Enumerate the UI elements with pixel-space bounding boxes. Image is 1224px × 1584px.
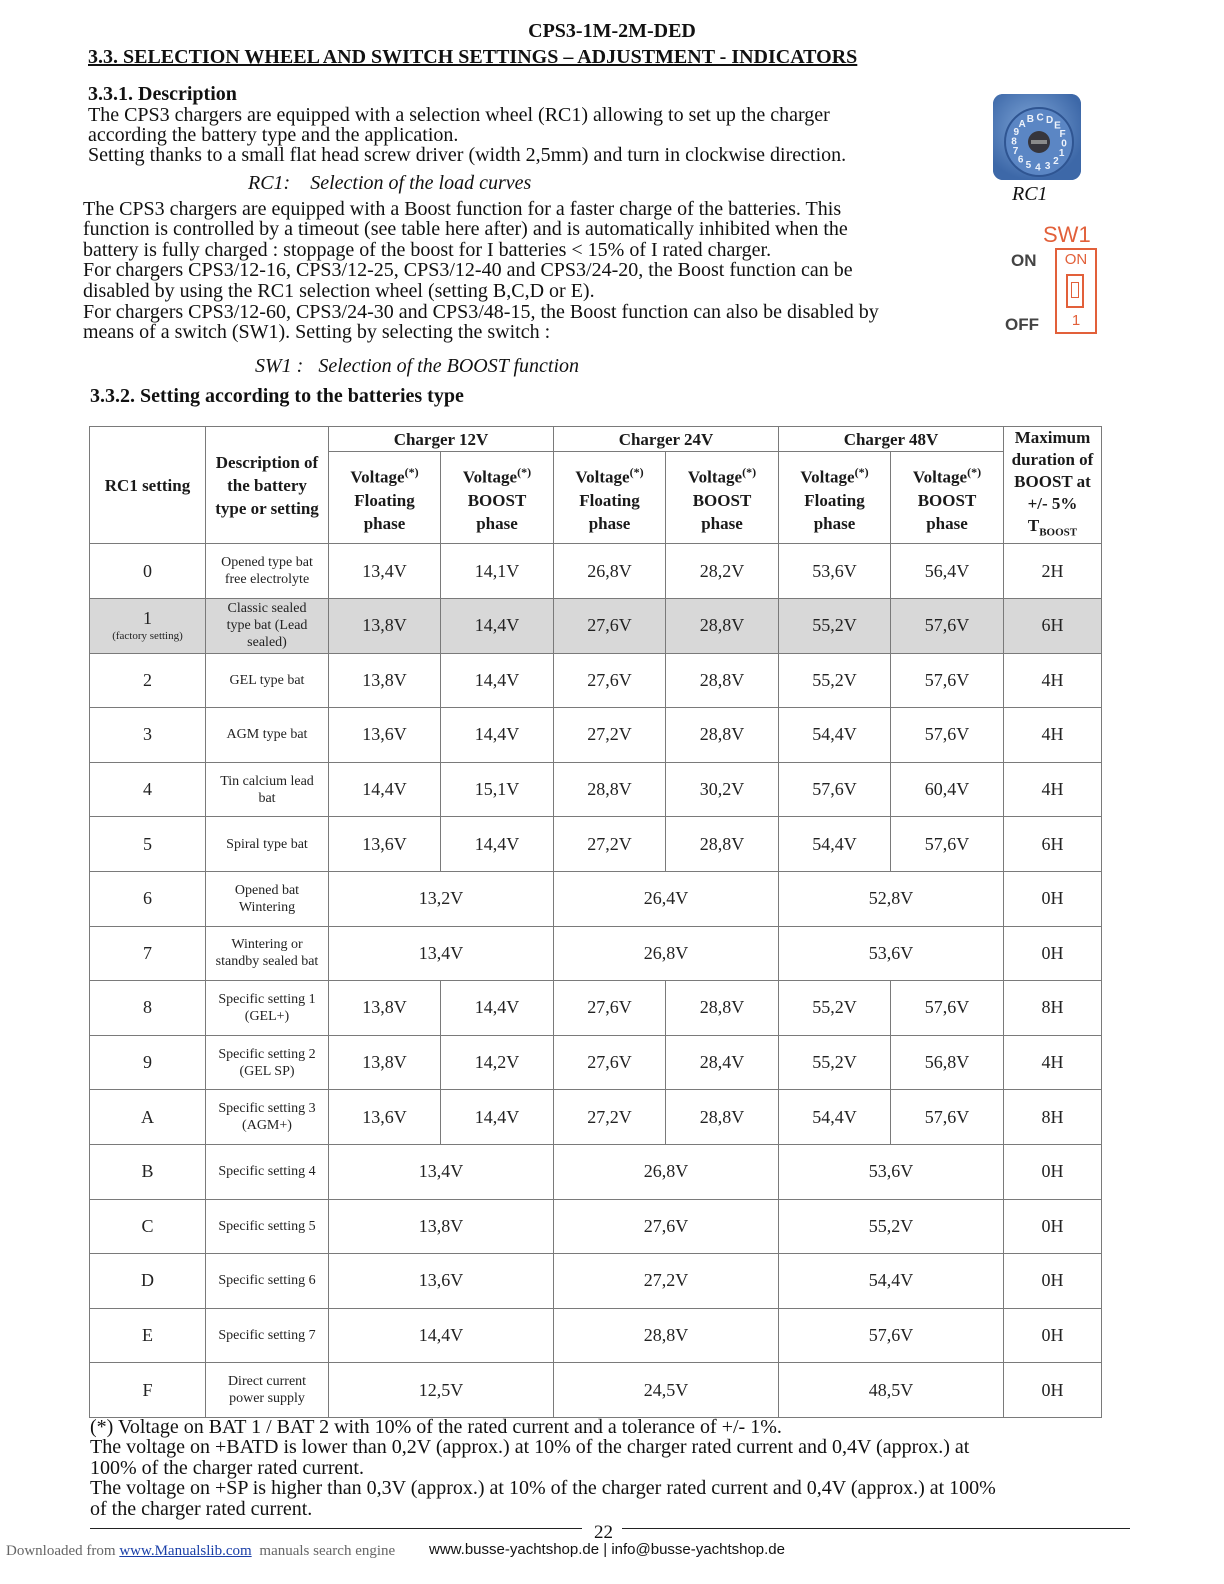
voltage-cell: 28,8V bbox=[666, 981, 779, 1036]
voltage-cell: 56,4V bbox=[891, 544, 1004, 599]
description-line: Specific setting 3 bbox=[218, 1101, 316, 1117]
rc1-setting-cell bbox=[90, 1144, 206, 1199]
header-voltage-floating bbox=[779, 452, 891, 544]
voltage-cell: 14,2V bbox=[441, 1035, 554, 1090]
voltage-cell: 57,6V bbox=[779, 762, 891, 817]
description-line: Specific setting 2 bbox=[218, 1046, 316, 1062]
header-max-t: T bbox=[1027, 516, 1040, 535]
header-phase-word: phase bbox=[588, 513, 631, 533]
description-cell bbox=[206, 1199, 329, 1254]
voltage-cell: 28,8V bbox=[666, 653, 779, 708]
rc1-value: 2 bbox=[143, 669, 152, 690]
voltage-cell: 26,4V bbox=[554, 871, 779, 926]
description-line: Classic sealed bbox=[227, 601, 307, 617]
description-cell bbox=[206, 981, 329, 1036]
rc1-value: 0 bbox=[143, 560, 152, 581]
description-cell bbox=[206, 708, 329, 763]
description-cell bbox=[206, 544, 329, 599]
description-line: Specific setting 7 bbox=[218, 1328, 316, 1343]
table-row bbox=[90, 762, 1102, 817]
rc1-setting-cell bbox=[90, 1254, 206, 1309]
description-cell bbox=[206, 762, 329, 817]
sw1-on-label: ON bbox=[1011, 251, 1037, 270]
table-row bbox=[90, 1144, 1102, 1199]
voltage-cell: 55,2V bbox=[779, 981, 891, 1036]
voltage-cell: 26,8V bbox=[554, 1144, 779, 1199]
rc1-value: 8 bbox=[143, 997, 152, 1018]
voltage-cell: 57,6V bbox=[891, 653, 1004, 708]
rc1-setting-cell bbox=[90, 817, 206, 872]
voltage-cell: 13,8V bbox=[329, 653, 441, 708]
description-cell bbox=[206, 926, 329, 981]
voltage-cell: 56,8V bbox=[891, 1035, 1004, 1090]
rc1-value: 3 bbox=[143, 724, 152, 745]
description-line: Specific setting 4 bbox=[218, 1164, 316, 1180]
description-line: sealed) bbox=[247, 635, 287, 651]
description-line: Wintering bbox=[238, 899, 296, 915]
header-charger-24v: Charger 24V bbox=[554, 427, 779, 452]
voltage-cell: 54,4V bbox=[779, 817, 891, 872]
header-phase-type: BOOST bbox=[467, 490, 527, 510]
sw1-off-label: OFF bbox=[1005, 315, 1039, 334]
voltage-cell: 13,6V bbox=[329, 1254, 554, 1309]
voltage-cell: 28,8V bbox=[666, 708, 779, 763]
voltage-cell: 27,6V bbox=[554, 1199, 779, 1254]
sw1-box-on: ON bbox=[1064, 251, 1088, 268]
boost-duration-cell: 0H bbox=[1004, 1144, 1102, 1199]
voltage-cell: 57,6V bbox=[779, 1308, 1004, 1363]
rc1-setting-cell bbox=[90, 1035, 206, 1090]
header-phase-word: phase bbox=[363, 513, 406, 533]
header-voltage-label: Voltage bbox=[687, 467, 743, 487]
voltage-cell: 13,4V bbox=[329, 1144, 554, 1199]
header-desc-line: the battery bbox=[227, 475, 307, 495]
voltage-cell: 13,4V bbox=[329, 544, 441, 599]
description-line: Wintering or bbox=[231, 937, 303, 953]
description-line: standby sealed bat bbox=[215, 954, 319, 970]
header-voltage-label: Voltage bbox=[575, 467, 630, 487]
boost-duration-cell: 4H bbox=[1004, 708, 1102, 763]
description-cell bbox=[206, 1035, 329, 1090]
engine-text: manuals search engine bbox=[259, 1543, 396, 1559]
rc1-wheel-image bbox=[991, 90, 1083, 184]
table-row bbox=[90, 871, 1102, 926]
boost-line: disabled by using the RC1 selection wheel (setting B,C,D or E). bbox=[83, 280, 595, 302]
boost-duration-cell: 0H bbox=[1004, 871, 1102, 926]
voltage-cell: 27,6V bbox=[554, 981, 666, 1036]
wheel-digit: 9 bbox=[1013, 126, 1020, 138]
description-line: Tin calcium lead bbox=[220, 773, 314, 789]
description-line: AGM type bat bbox=[226, 727, 308, 743]
voltage-cell: 13,4V bbox=[329, 926, 554, 981]
rc1-setting-cell bbox=[90, 708, 206, 763]
wheel-digit: 6 bbox=[1017, 154, 1024, 166]
description-cell bbox=[206, 1144, 329, 1199]
header-rc1-setting: RC1 setting bbox=[90, 427, 206, 544]
rc1-value: A bbox=[141, 1106, 154, 1127]
boost-duration-cell: 0H bbox=[1004, 1363, 1102, 1418]
voltage-cell: 28,8V bbox=[666, 817, 779, 872]
description-cell bbox=[206, 1254, 329, 1309]
voltage-cell: 54,4V bbox=[779, 1090, 891, 1145]
note-line: The voltage on +BATD is lower than 0,2V (approx.) at 10% of the charger rated current and 0,4V (approx.) at bbox=[90, 1436, 970, 1458]
description-line: Specific setting 1 bbox=[218, 991, 316, 1007]
note-line: (*) Voltage on BAT 1 / BAT 2 with 10% of the rated current and a tolerance of +/- 1%. bbox=[90, 1416, 782, 1438]
voltage-cell: 53,6V bbox=[779, 926, 1004, 981]
description-line: bat bbox=[258, 790, 276, 806]
header-phase-word: phase bbox=[813, 513, 856, 533]
description-cell bbox=[206, 653, 329, 708]
description-line: according the battery type and the application. bbox=[88, 124, 459, 146]
header-phase-word: phase bbox=[701, 513, 743, 533]
rc1-value: B bbox=[141, 1161, 154, 1182]
header-phase-type: Floating bbox=[579, 490, 640, 510]
voltage-cell: 28,4V bbox=[666, 1035, 779, 1090]
wheel-digit: 3 bbox=[1044, 161, 1051, 172]
wheel-digit: F bbox=[1059, 128, 1066, 140]
header-voltage-mark: (*) bbox=[629, 464, 644, 479]
boost-duration-cell: 8H bbox=[1004, 981, 1102, 1036]
sw1-switch bbox=[1055, 248, 1097, 334]
table-row bbox=[90, 544, 1102, 599]
rc1-setting-cell bbox=[90, 1308, 206, 1363]
table-row bbox=[90, 1090, 1102, 1145]
voltage-cell: 27,2V bbox=[554, 1254, 779, 1309]
page-number: 22 bbox=[594, 1522, 613, 1543]
header-max-duration bbox=[1004, 427, 1102, 544]
sw1-caption: SW1 : Selection of the BOOST function bbox=[255, 355, 580, 377]
voltage-cell: 13,6V bbox=[329, 708, 441, 763]
rc1-setting-cell bbox=[90, 926, 206, 981]
sw1-box-num: 1 bbox=[1071, 312, 1081, 329]
table-row bbox=[90, 1199, 1102, 1254]
rc1-value: E bbox=[142, 1325, 153, 1345]
rc1-value: F bbox=[142, 1379, 153, 1400]
note-line: of the charger rated current. bbox=[90, 1498, 313, 1520]
table-row bbox=[90, 926, 1102, 981]
header-voltage-label: Voltage bbox=[912, 467, 968, 487]
wheel-digit: 4 bbox=[1035, 162, 1041, 174]
voltage-cell: 28,8V bbox=[554, 1308, 779, 1363]
table-row bbox=[90, 708, 1102, 763]
voltage-cell: 27,2V bbox=[554, 1090, 666, 1145]
header-charger-12v: Charger 12V bbox=[329, 427, 554, 452]
voltage-cell: 27,6V bbox=[554, 598, 666, 653]
description-line: Spiral type bat bbox=[226, 836, 308, 852]
header-max-line: BOOST at bbox=[1014, 472, 1091, 491]
voltage-cell: 13,8V bbox=[329, 1035, 441, 1090]
voltage-cell: 13,6V bbox=[329, 817, 441, 872]
voltage-cell: 27,6V bbox=[554, 1035, 666, 1090]
voltage-cell: 14,4V bbox=[441, 981, 554, 1036]
header-phase-word: phase bbox=[476, 513, 518, 533]
header-max-line: Maximum bbox=[1014, 428, 1091, 447]
voltage-cell: 53,6V bbox=[779, 544, 891, 599]
boost-duration-cell: 0H bbox=[1004, 1199, 1102, 1254]
description-cell bbox=[206, 871, 329, 926]
boost-duration-cell: 2H bbox=[1004, 544, 1102, 599]
voltage-cell: 26,8V bbox=[554, 544, 666, 599]
description-line: The CPS3 chargers are equipped with a selection wheel (RC1) allowing to set up the charger bbox=[88, 104, 830, 126]
voltage-cell: 12,5V bbox=[329, 1363, 554, 1418]
voltage-cell: 13,8V bbox=[329, 1199, 554, 1254]
voltage-cell: 57,6V bbox=[891, 1090, 1004, 1145]
voltage-cell: 57,6V bbox=[891, 708, 1004, 763]
footer-rule bbox=[622, 1528, 1130, 1529]
voltage-cell: 13,2V bbox=[329, 871, 554, 926]
header-description bbox=[206, 427, 329, 544]
download-note bbox=[6, 1543, 395, 1560]
description-cell bbox=[206, 1308, 329, 1363]
header-desc-line: Description of bbox=[215, 452, 319, 472]
voltage-cell: 26,8V bbox=[554, 926, 779, 981]
table-row bbox=[90, 817, 1102, 872]
boost-duration-cell: 6H bbox=[1004, 817, 1102, 872]
header-voltage-boost bbox=[441, 452, 554, 544]
header-voltage-mark: (*) bbox=[854, 464, 869, 479]
header-desc-line: type or setting bbox=[215, 498, 319, 518]
voltage-cell: 14,4V bbox=[441, 1090, 554, 1145]
rc1-value: 7 bbox=[143, 942, 152, 963]
description-line: (GEL SP) bbox=[239, 1063, 295, 1079]
rc1-setting-cell bbox=[90, 1090, 206, 1145]
voltage-cell: 14,4V bbox=[441, 653, 554, 708]
boost-duration-cell: 4H bbox=[1004, 653, 1102, 708]
table-row bbox=[90, 1035, 1102, 1090]
boost-line: means of a switch (SW1). Setting by selecting the switch : bbox=[83, 321, 551, 343]
sw1-knob bbox=[1071, 282, 1079, 298]
table-body bbox=[90, 544, 1102, 1418]
note-line: 100% of the charger rated current. bbox=[90, 1457, 364, 1479]
description-cell bbox=[206, 598, 329, 653]
wheel-digit: 0 bbox=[1061, 138, 1067, 150]
section-title: 3.3. SELECTION WHEEL AND SWITCH SETTINGS – ADJUSTMENT - INDICATORS bbox=[88, 46, 858, 68]
header-max-sub: BOOST bbox=[1039, 526, 1078, 539]
voltage-cell: 54,4V bbox=[779, 1254, 1004, 1309]
table-row bbox=[90, 653, 1102, 708]
wheel-digit: E bbox=[1054, 120, 1061, 132]
header-voltage-label: Voltage bbox=[462, 467, 518, 487]
sw1-title: SW1 bbox=[1043, 222, 1091, 247]
description-line: GEL type bat bbox=[229, 672, 305, 688]
sw1-slider bbox=[1066, 274, 1084, 308]
table-row bbox=[90, 1363, 1102, 1418]
wheel-digit: 5 bbox=[1025, 160, 1032, 172]
voltage-cell: 13,8V bbox=[329, 598, 441, 653]
boost-duration-cell: 0H bbox=[1004, 1308, 1102, 1363]
header-voltage-mark: (*) bbox=[404, 464, 419, 479]
boost-duration-cell: 4H bbox=[1004, 1035, 1102, 1090]
voltage-cell: 24,5V bbox=[554, 1363, 779, 1418]
header-voltage-floating bbox=[554, 452, 666, 544]
rc1-value: 9 bbox=[143, 1052, 152, 1073]
rc1-setting-cell bbox=[90, 653, 206, 708]
rc1-setting-cell bbox=[90, 1199, 206, 1254]
wheel-digit: 7 bbox=[1012, 146, 1019, 158]
rc1-value: C bbox=[141, 1215, 154, 1236]
rc1-setting-cell bbox=[90, 598, 206, 653]
setting-heading: 3.3.2. Setting according to the batteries type bbox=[90, 385, 464, 407]
wheel-digit: C bbox=[1036, 112, 1044, 124]
table-row bbox=[90, 1308, 1102, 1363]
rc1-setting-cell bbox=[90, 871, 206, 926]
table-row bbox=[90, 981, 1102, 1036]
rc1-note: (factory setting) bbox=[112, 630, 183, 643]
manualslib-link[interactable]: www.Manualslib.com bbox=[119, 1543, 252, 1559]
header-phase-type: Floating bbox=[804, 490, 865, 510]
boost-line: battery is fully charged : stoppage of the boost for I batteries < 15% of I rated charger. bbox=[83, 239, 772, 261]
description-line: Setting thanks to a small flat head screw driver (width 2,5mm) and turn in clockwise direction. bbox=[88, 144, 847, 166]
header-phase-type: BOOST bbox=[917, 490, 977, 510]
boost-line: function is controlled by a timeout (see table here after) and is automatically inhibited when the bbox=[83, 218, 848, 240]
header-voltage-boost bbox=[666, 452, 779, 544]
rc1-value: 4 bbox=[143, 779, 152, 800]
voltage-cell: 13,8V bbox=[329, 981, 441, 1036]
rc1-value: 1 bbox=[143, 608, 152, 629]
wheel-digit: A bbox=[1018, 119, 1026, 131]
header-charger-48v: Charger 48V bbox=[779, 427, 1004, 452]
rc1-value: 6 bbox=[143, 888, 152, 909]
rc1-setting-cell bbox=[90, 762, 206, 817]
voltage-cell: 57,6V bbox=[891, 817, 1004, 872]
voltage-cell: 52,8V bbox=[779, 871, 1004, 926]
document-title: CPS3-1M-2M-DED bbox=[528, 20, 696, 42]
header-max-line: +/- 5% bbox=[1027, 494, 1078, 513]
description-line: Opened bat bbox=[234, 882, 300, 898]
voltage-cell: 55,2V bbox=[779, 1035, 891, 1090]
description-line: (AGM+) bbox=[242, 1118, 292, 1134]
voltage-cell: 60,4V bbox=[891, 762, 1004, 817]
boost-line: The CPS3 chargers are equipped with a Boost function for a faster charge of the batteries. This bbox=[83, 198, 842, 220]
voltage-cell: 53,6V bbox=[779, 1144, 1004, 1199]
wheel-digit: D bbox=[1045, 114, 1054, 126]
header-voltage-label: Voltage bbox=[350, 467, 405, 487]
voltage-cell: 30,2V bbox=[666, 762, 779, 817]
voltage-cell: 14,4V bbox=[329, 1308, 554, 1363]
header-voltage-mark: (*) bbox=[517, 464, 532, 479]
rc1-caption: RC1: Selection of the load curves bbox=[248, 172, 532, 194]
description-line: Specific setting 6 bbox=[218, 1273, 316, 1289]
rc1-setting-cell bbox=[90, 544, 206, 599]
voltage-cell: 28,8V bbox=[554, 762, 666, 817]
description-line: Direct current bbox=[227, 1374, 307, 1390]
boost-line: For chargers CPS3/12-16, CPS3/12-25, CPS3/12-40 and CPS3/24-20, the Boost function can be bbox=[83, 259, 853, 281]
rc1-value: 5 bbox=[143, 833, 152, 854]
description-heading: 3.3.1. Description bbox=[88, 83, 237, 105]
voltage-cell: 14,4V bbox=[441, 708, 554, 763]
voltage-cell: 55,2V bbox=[779, 1199, 1004, 1254]
wheel-digit: 2 bbox=[1053, 155, 1059, 167]
rc1-label: RC1 bbox=[1012, 183, 1048, 205]
description-cell bbox=[206, 817, 329, 872]
voltage-cell: 28,8V bbox=[666, 598, 779, 653]
voltage-cell: 14,4V bbox=[441, 817, 554, 872]
header-phase-word: phase bbox=[926, 513, 968, 533]
description-line: Specific setting 5 bbox=[218, 1218, 316, 1234]
wheel-digit: B bbox=[1026, 114, 1035, 125]
boost-duration-cell: 8H bbox=[1004, 1090, 1102, 1145]
voltage-cell: 14,1V bbox=[441, 544, 554, 599]
voltage-cell: 27,2V bbox=[554, 708, 666, 763]
boost-duration-cell: 0H bbox=[1004, 1254, 1102, 1309]
voltage-cell: 27,6V bbox=[554, 653, 666, 708]
description-line: power supply bbox=[229, 1391, 305, 1407]
table-row bbox=[90, 598, 1102, 653]
description-line: free electrolyte bbox=[224, 572, 310, 588]
voltage-cell: 14,4V bbox=[441, 598, 554, 653]
voltage-cell: 55,2V bbox=[779, 653, 891, 708]
voltage-cell: 15,1V bbox=[441, 762, 554, 817]
voltage-cell: 54,4V bbox=[779, 708, 891, 763]
boost-duration-cell: 0H bbox=[1004, 926, 1102, 981]
voltage-cell: 28,8V bbox=[666, 1090, 779, 1145]
voltage-cell: 57,6V bbox=[891, 981, 1004, 1036]
header-voltage-mark: (*) bbox=[742, 464, 757, 479]
header-max-line: duration of bbox=[1011, 450, 1094, 469]
description-cell bbox=[206, 1090, 329, 1145]
shop-contact: www.busse-yachtshop.de | info@busse-yachtshop.de bbox=[429, 1541, 785, 1558]
header-voltage-floating bbox=[329, 452, 441, 544]
description-line: Opened type bat bbox=[221, 555, 313, 571]
battery-settings-table bbox=[89, 426, 1102, 1418]
rc1-setting-cell bbox=[90, 1363, 206, 1418]
voltage-cell: 48,5V bbox=[779, 1363, 1004, 1418]
boost-line: For chargers CPS3/12-60, CPS3/24-30 and CPS3/48-15, the Boost function can also be disabled by bbox=[83, 301, 879, 323]
voltage-cell: 55,2V bbox=[779, 598, 891, 653]
wheel-digit: 8 bbox=[1011, 136, 1017, 148]
voltage-cell: 14,4V bbox=[329, 762, 441, 817]
voltage-cell: 57,6V bbox=[891, 598, 1004, 653]
header-voltage-boost bbox=[891, 452, 1004, 544]
header-phase-type: BOOST bbox=[692, 490, 752, 510]
description-cell bbox=[206, 1363, 329, 1418]
header-voltage-mark: (*) bbox=[967, 464, 982, 479]
rc1-setting-cell bbox=[90, 981, 206, 1036]
voltage-cell: 28,2V bbox=[666, 544, 779, 599]
rc1-value: D bbox=[141, 1270, 154, 1291]
header-phase-type: Floating bbox=[354, 490, 415, 510]
note-line: The voltage on +SP is higher than 0,3V (approx.) at 10% of the charger rated current and 0,4V (approx.) at 100% bbox=[90, 1477, 996, 1499]
description-line: (GEL+) bbox=[244, 1008, 290, 1024]
description-line: type bat (Lead bbox=[226, 618, 308, 634]
voltage-cell: 27,2V bbox=[554, 817, 666, 872]
table-row bbox=[90, 1254, 1102, 1309]
header-voltage-label: Voltage bbox=[800, 467, 855, 487]
footer-rule bbox=[90, 1528, 582, 1529]
wheel-digit: 1 bbox=[1058, 148, 1065, 160]
voltage-cell: 13,6V bbox=[329, 1090, 441, 1145]
boost-duration-cell: 4H bbox=[1004, 762, 1102, 817]
download-text: Downloaded from bbox=[6, 1543, 116, 1559]
boost-duration-cell: 6H bbox=[1004, 598, 1102, 653]
